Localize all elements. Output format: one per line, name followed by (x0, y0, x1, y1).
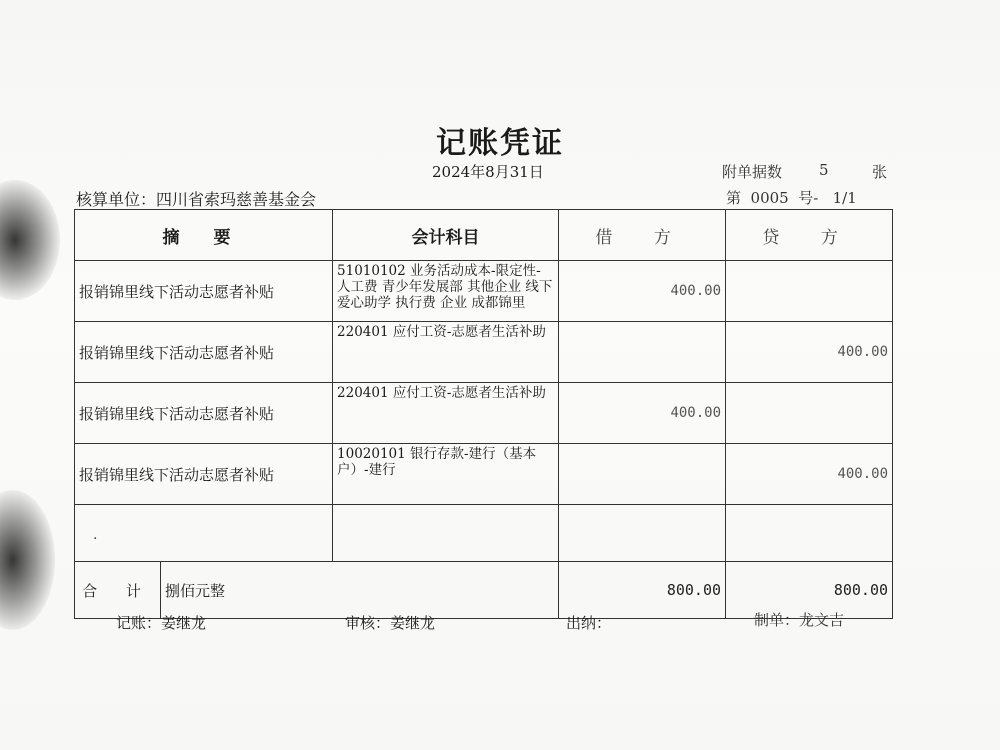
reviewer-name: 姜继龙 (390, 614, 436, 632)
table-row (75, 322, 893, 383)
row-credit: 400.00 (726, 444, 893, 505)
blank-row-mark: . (93, 526, 98, 543)
header-account: 会计科目 (333, 210, 559, 261)
row-credit-blank (726, 505, 893, 562)
row-credit: 400.00 (726, 322, 893, 383)
row-account: 220401 应付工资-志愿者生活补助 (333, 383, 559, 444)
row-summary: 报销锦里线下活动志愿者补贴 (75, 383, 333, 444)
table-row (75, 444, 893, 505)
voucher-date: 2024年8月31日 (432, 163, 544, 181)
cashier-label: 出纳： (566, 614, 612, 632)
voucher-number: 第 0005 号- 1/1 (726, 189, 857, 207)
voucher-table (74, 209, 893, 619)
row-debit (559, 444, 726, 505)
bookkeeper-label: 记账： (116, 614, 162, 632)
row-summary: 报销锦里线下活动志愿者补贴 (75, 322, 333, 383)
row-debit (559, 322, 726, 383)
total-label: 合 计 (75, 562, 161, 619)
row-debit: 400.00 (559, 383, 726, 444)
row-account: 220401 应付工资-志愿者生活补助 (333, 322, 559, 383)
bookkeeper-name: 姜继龙 (161, 614, 207, 632)
table-row-blank (75, 505, 893, 562)
signature-cashier (566, 612, 611, 633)
total-debit: 800.00 (559, 562, 726, 619)
table-row (75, 261, 893, 322)
reviewer-label: 审核： (345, 614, 391, 632)
voucher-title: 记账凭证 (436, 126, 564, 161)
row-summary: 报销锦里线下活动志愿者补贴 (75, 261, 333, 322)
row-summary-blank (75, 505, 333, 562)
signature-bookkeeper (116, 612, 206, 633)
table-row (75, 383, 893, 444)
header-credit: 贷 方 (726, 210, 893, 261)
row-debit-blank (559, 505, 726, 562)
total-amount-words: 捌佰元整 (161, 562, 559, 619)
unit-name: 四川省索玛慈善基金会 (156, 190, 317, 209)
attachments-unit: 张 (872, 163, 888, 181)
total-credit: 800.00 (726, 562, 893, 619)
signature-reviewer (345, 612, 435, 633)
preparer-name: 龙文吉 (799, 611, 845, 629)
attachments-info (722, 161, 888, 182)
table-header-row (75, 210, 893, 261)
row-account-blank (333, 505, 559, 562)
accounting-unit (76, 187, 316, 210)
preparer-label: 制单： (754, 611, 800, 629)
attachments-label: 附单据数 (722, 163, 783, 181)
unit-label: 核算单位： (76, 190, 157, 209)
row-credit (726, 383, 893, 444)
row-debit: 400.00 (559, 261, 726, 322)
row-account: 51010102 业务活动成本-限定性-人工费 青少年发展部 其他企业 线下爱心助学 执行费 企业 成都锦里 (333, 261, 559, 322)
signature-preparer (754, 609, 844, 630)
attachments-count: 5 (819, 161, 829, 179)
header-summary: 摘 要 (75, 210, 333, 261)
row-summary: 报销锦里线下活动志愿者补贴 (75, 444, 333, 505)
row-credit (726, 261, 893, 322)
header-debit: 借 方 (559, 210, 726, 261)
row-account: 10020101 银行存款-建行（基本户）-建行 (333, 444, 559, 505)
